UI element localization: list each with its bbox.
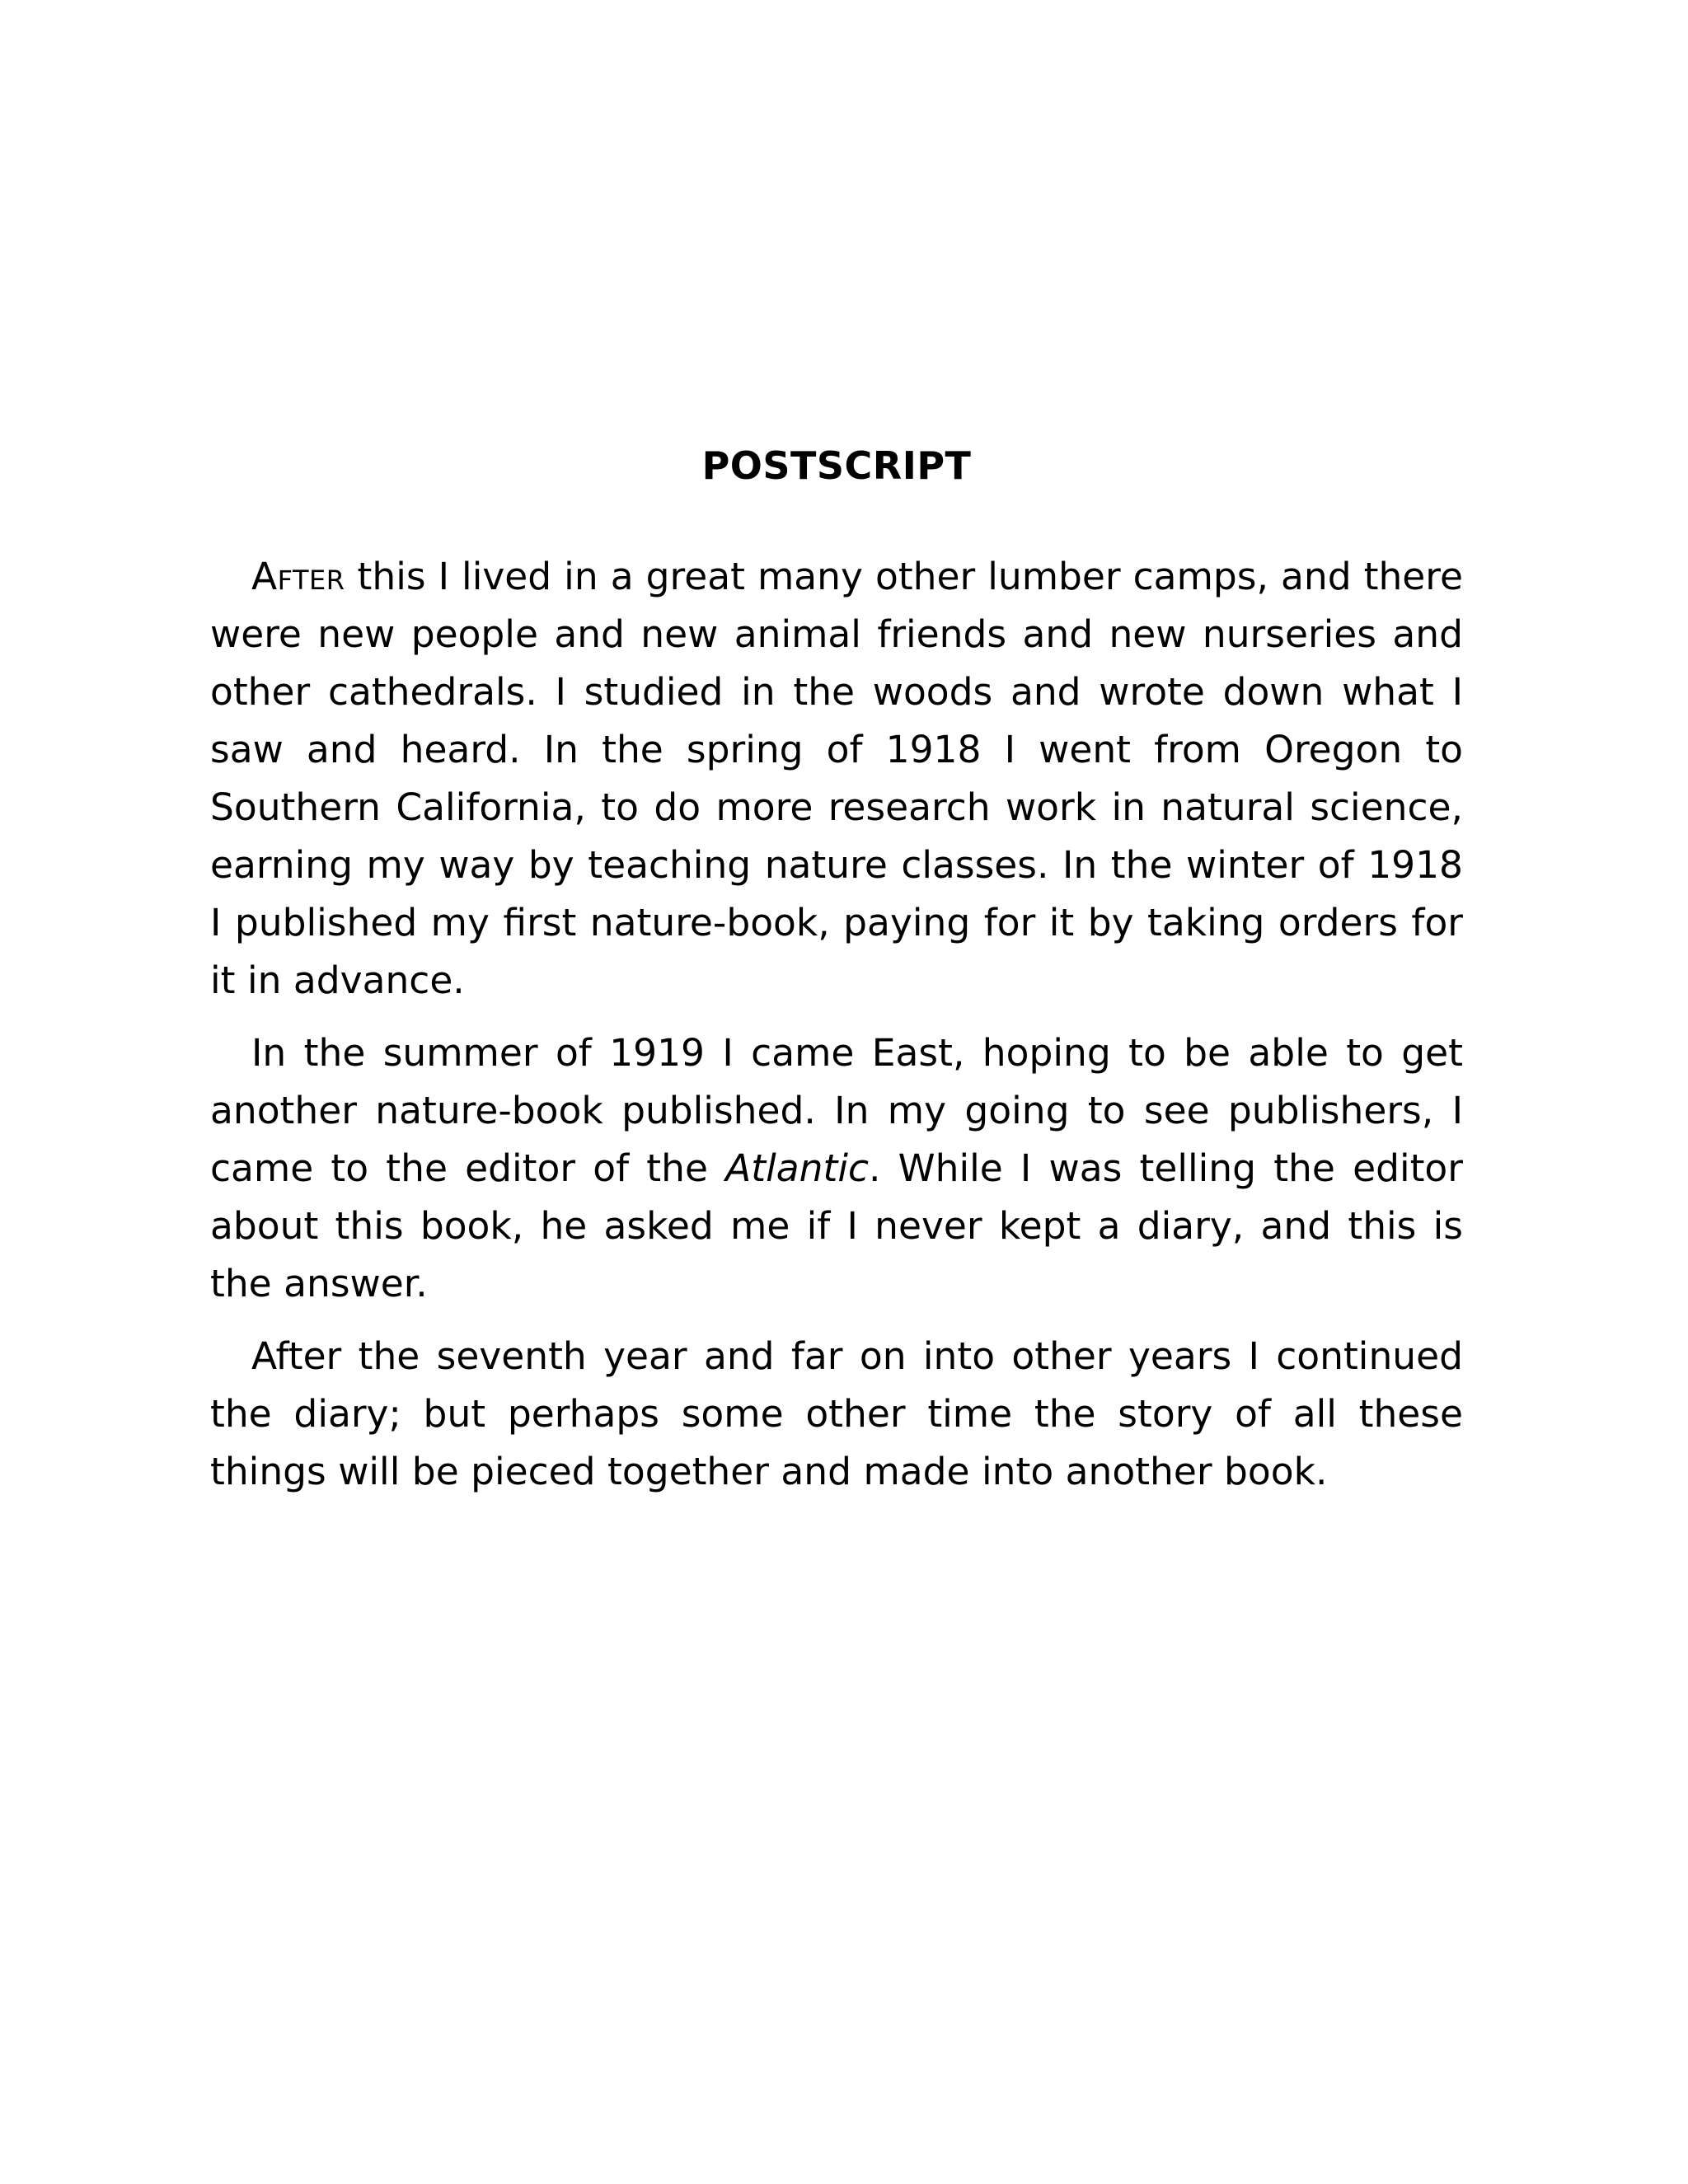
paragraph-2-text-before: In the summer of 1919 I came East, hoping to be able to get another nature-book published. In my going to see publishers, I came to the editor of the: [210, 1031, 1463, 1190]
page-title: POSTSCRIPT: [701, 443, 972, 488]
paragraph-3: After the seventh year and far on into other years I continued the diary; but perhaps some other time the story of all these things will be pieced together and made into another book.: [210, 1334, 1463, 1493]
document-page: [210, 441, 1463, 1516]
publication-title: Atlantic: [725, 1146, 869, 1190]
paragraph-1: [210, 548, 1463, 1010]
paragraph-2-text-after: . While I was telling the editor about this book, he asked me if I never kept a diary, and this is the answer.: [210, 1146, 1463, 1305]
paragraph-2: [210, 1024, 1463, 1313]
paragraph-1-text: this I lived in a great many other lumber camps, and there were new people and new animal friends and new nurseries and other cathedrals. I studied in the woods and wrote down what I saw and heard. In the spring of 1918 I went from Oregon to Southern California, to do more research work in natural science, earning my way by teaching nature classes. In the winter of 1918 I published my first nature-book, paying for it by taking orders for it in advance.: [210, 555, 1463, 1002]
paragraph-lead-word: After: [251, 555, 345, 598]
